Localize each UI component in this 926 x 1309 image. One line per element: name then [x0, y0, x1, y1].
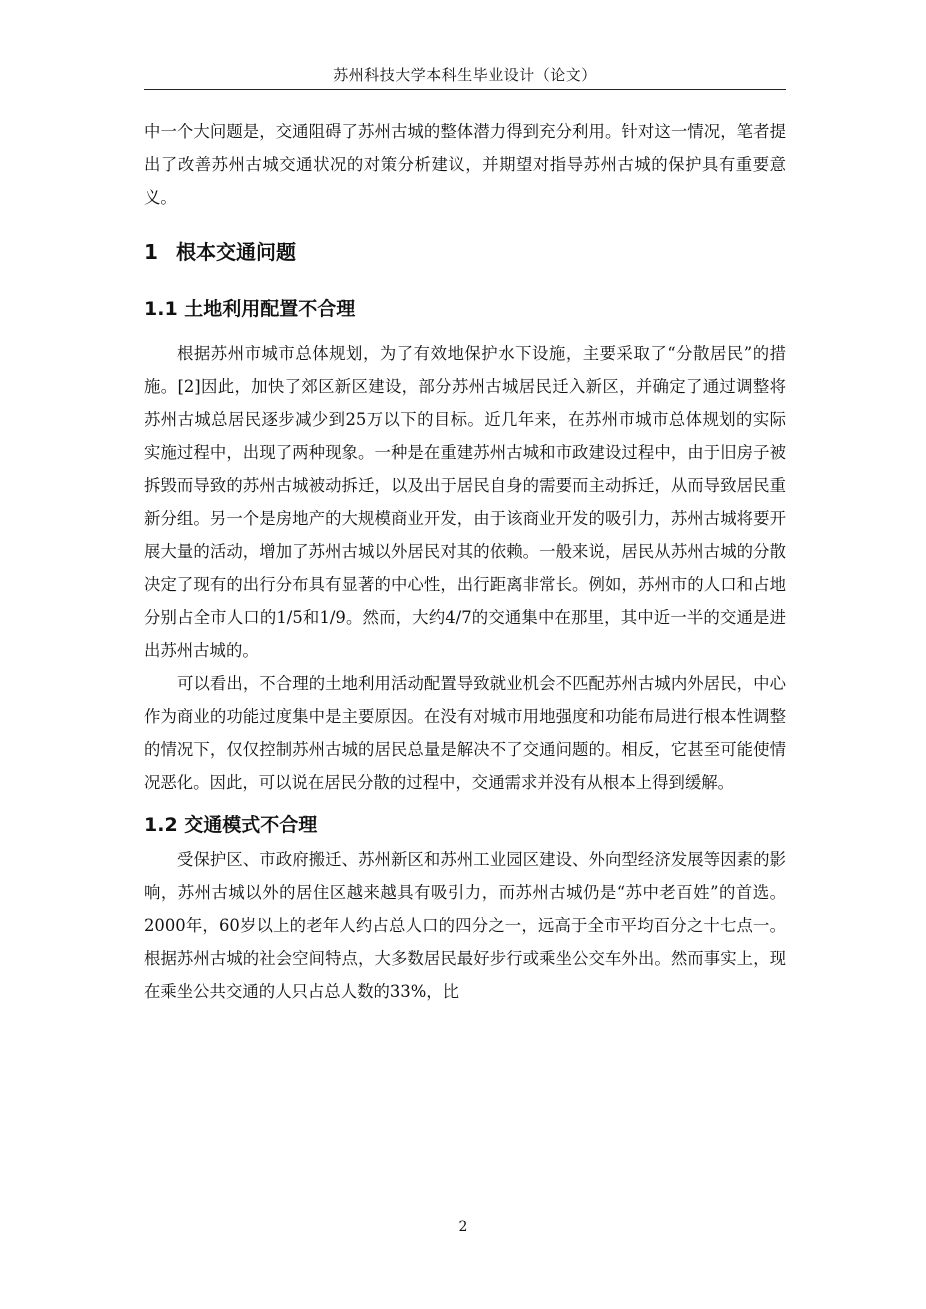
- section-1-2-number: 1.2: [144, 814, 178, 836]
- section-1-number: 1: [144, 240, 158, 264]
- header-divider: [144, 89, 786, 90]
- intro-paragraph: 中一个大问题是，交通阻碍了苏州古城的整体潜力得到充分利用。针对这一情况，笔者提出了改善苏州古城交通状况的对策分析建议，并期望对指导苏州古城的保护具有重要意义。: [144, 122, 786, 207]
- section-1-1-title: 土地利用配置不合理: [184, 298, 356, 320]
- section-1-2-title: 交通模式不合理: [184, 814, 318, 836]
- document-body: [144, 115, 786, 1008]
- section-1-title: 根本交通问题: [176, 240, 296, 264]
- section-1-1-number: 1.1: [144, 298, 178, 320]
- section-1-heading: [144, 237, 786, 267]
- section-1-1-paragraph-2: 可以看出，不合理的土地利用活动配置导致就业机会不匹配苏州古城内外居民，中心作为商业的功能过度集中是主要原因。在没有对城市用地强度和功能布局进行根本性调整的情况下，仅仅控制苏州古城的居民总量是解决不了交通问题的。相反，它甚至可能使情况恶化。因此，可以说在居民分散的过程中，交通需求并没有从根本上得到缓解。: [144, 674, 786, 792]
- section-1-2-heading: [144, 810, 786, 840]
- section-1-1-heading: [144, 294, 786, 324]
- section-1-1-paragraph-1: 根据苏州市城市总体规划，为了有效地保护水下设施，主要采取了“分散居民”的措施。[2]因此，加快了郊区新区建设，部分苏州古城居民迁入新区，并确定了通过调整将苏州古城总居民逐步减少到25万以下的目标。近几年来，在苏州市城市总体规划的实际实施过程中，出现了两种现象。一种是在重建苏州古城和市政建设过程中，由于旧房子被拆毁而导致的苏州古城被动拆迁，以及出于居民自身的需要而主动拆迁，从而导致居民重新分组。另一个是房地产的大规模商业开发，由于该商业开发的吸引力，苏州古城将要开展大量的活动，增加了苏州古城以外居民对其的依赖。一般来说，居民从苏州古城的分散决定了现有的出行分布具有显著的中心性，出行距离非常长。例如，苏州市的人口和占地分别占全市人口的1/5和1/9。然而，大约4/7的交通集中在那里，其中近一半的交通是进出苏州古城的。: [144, 344, 786, 660]
- section-1-2-paragraph-1: 受保护区、市政府搬迁、苏州新区和苏州工业园区建设、外向型经济发展等因素的影响，苏州古城以外的居住区越来越具有吸引力，而苏州古城仍是“苏中老百姓”的首选。2000年，60岁以上的老年人约占总人口的四分之一，远高于全市平均百分之十七点一。根据苏州古城的社会空间特点，大多数居民最好步行或乘坐公交车外出。然而事实上，现在乘坐公共交通的人只占总人数的33%，比: [144, 850, 786, 1001]
- page-number: 2: [458, 1219, 468, 1235]
- page-header: 苏州科技大学本科生毕业设计（论文）: [333, 66, 597, 84]
